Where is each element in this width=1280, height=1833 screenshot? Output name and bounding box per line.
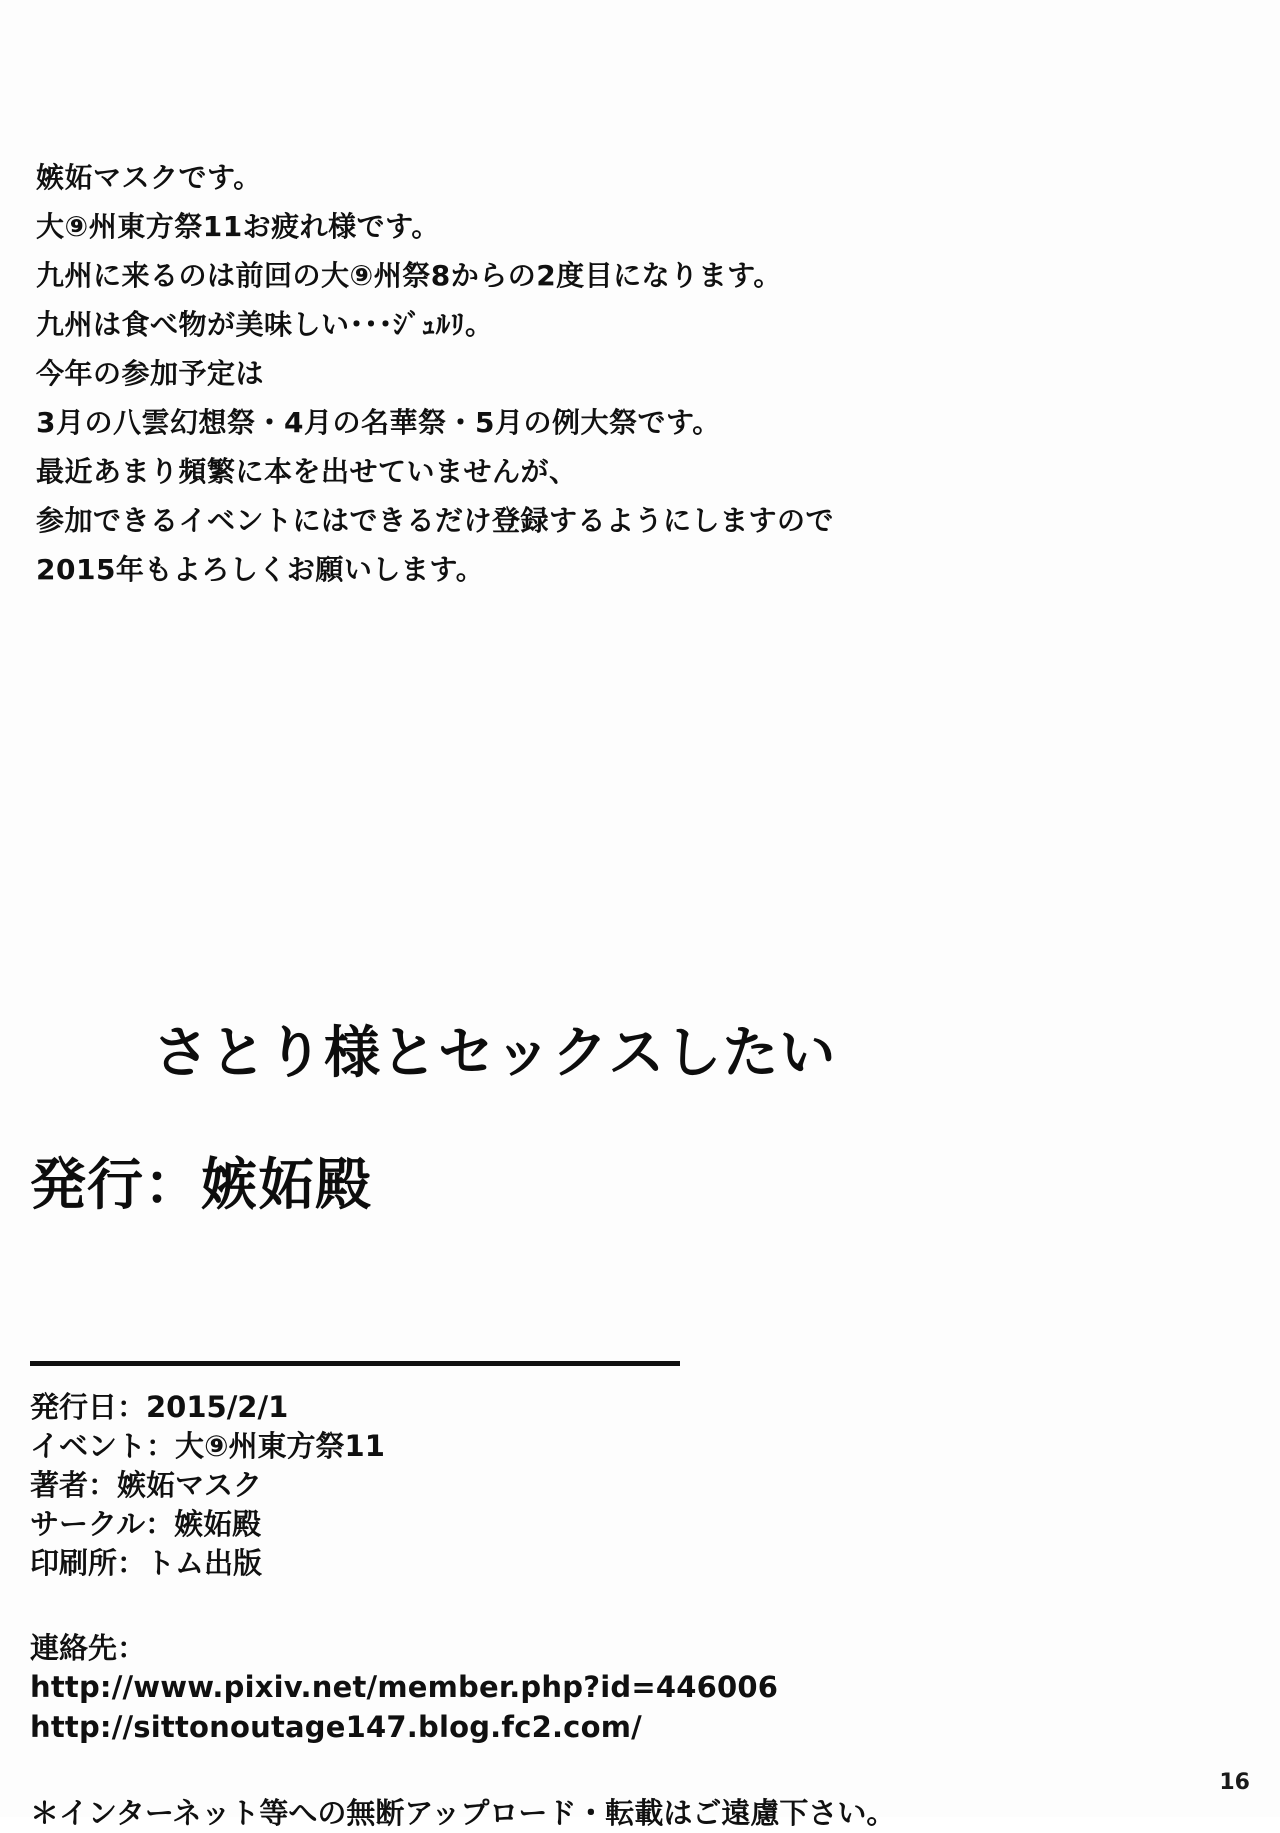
reupload-notice: ＊インターネット等への無断アップロード・転載はご遠慮下さい。 xyxy=(30,1796,896,1831)
contact-url-pixiv[interactable]: http://www.pixiv.net/member.php?id=446006 xyxy=(30,1670,779,1705)
credit-row: 印刷所：トム出版 xyxy=(30,1545,263,1580)
credit-row: 著者：嫉妬マスク xyxy=(30,1468,263,1503)
credit-row: イベント：大⑨州東方祭11 xyxy=(30,1429,385,1464)
afterword-line: 参加できるイベントにはできるだけ登録するようにしますので xyxy=(36,503,835,537)
colophon-title-line-2: 発行：嫉妬殿 xyxy=(30,1153,372,1219)
afterword-line: 最近あまり頻繁に本を出せていませんが、 xyxy=(36,454,578,488)
afterword-line: 九州に来るのは前回の大⑨州祭8からの2度目になります。 xyxy=(36,258,782,292)
afterword-line: 大⑨州東方祭11お疲れ様です。 xyxy=(36,209,440,243)
contact-block xyxy=(30,1629,1130,1747)
afterword-line: 今年の参加予定は xyxy=(36,356,265,390)
afterword-line: 嫉妬マスクです。 xyxy=(36,161,262,194)
afterword-section xyxy=(36,160,1036,601)
page-number: 16 xyxy=(1219,1770,1250,1795)
credit-row: サークル：嫉妬殿 xyxy=(30,1507,262,1542)
colophon-title-line-1: さとり様とセックスしたい xyxy=(152,1021,837,1087)
colophon-section xyxy=(30,955,1130,1833)
credits-list xyxy=(30,1388,1130,1582)
afterword-line: 3月の八雲幻想祭・4月の名華祭・5月の例大祭です。 xyxy=(36,405,721,439)
afterword-line: 2015年もよろしくお願いします。 xyxy=(36,552,485,586)
contact-url-blog[interactable]: http://sittonoutage147.blog.fc2.com/ xyxy=(30,1709,642,1744)
divider xyxy=(30,1361,680,1366)
colophon-title xyxy=(30,955,1130,1351)
afterword-line: 九州は食べ物が美味しい･･･ｼﾞｭﾙﾘ。 xyxy=(36,307,494,341)
contact-label: 連絡先： xyxy=(30,1630,147,1665)
credit-row: 発行日：2015/2/1 xyxy=(30,1390,289,1425)
